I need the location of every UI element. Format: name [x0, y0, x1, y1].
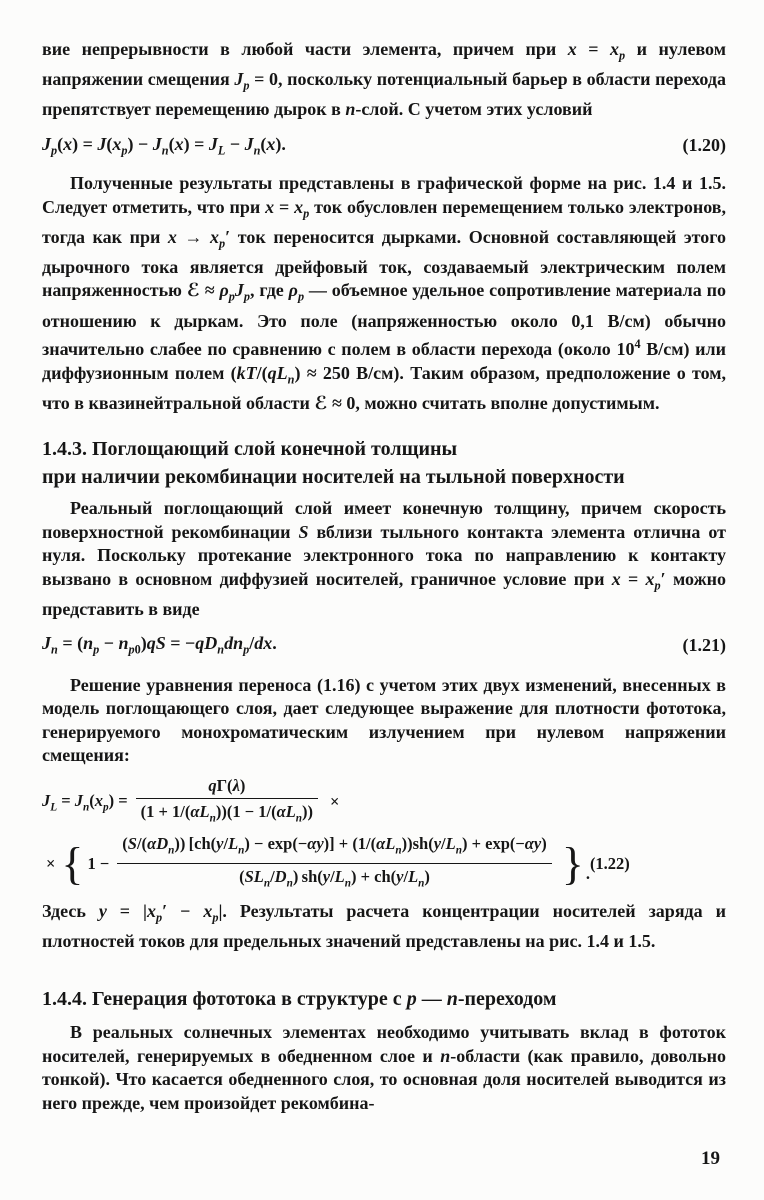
section-heading-1-4-4: 1.4.4. Генерация фототока в структуре с p — n-переходом: [42, 988, 557, 1011]
equation-period: .: [585, 863, 590, 883]
equation-1-21-body: $J_n = (n_p - n_{p0})qS = -qD_ndn_p/dx$.: [42, 633, 277, 657]
paragraph-transport-solution: Решение уравнения переноса (1.16) с учетом этих двух изменений, внесенных в модель поглощающего слоя, дает следующее выражение для плотности фототока, генерируемого монохроматическим излучением при нулевом напряжении смещения:: [42, 674, 726, 766]
paragraph-here-y: Здесь $y = |x_p' - x_p|$. Результаты расчета концентрации носителей заряда и плотностей токов для предельных значений представлены на рис. 1.4 и 1.5.: [42, 900, 726, 951]
fraction-2-denominator: $(SL_n/D_n) sh(y/L_n) + ch(y/L_n)$: [117, 863, 551, 893]
equation-1-22-one-minus: 1 −: [87, 853, 110, 873]
equation-1-22-fraction-1: [136, 776, 318, 828]
left-brace: {: [61, 837, 84, 889]
multiplication-sign: ×: [330, 791, 340, 811]
equation-1-22-lhs: $J_L = J_n(x_p)$ =: [42, 790, 128, 814]
equation-1-20-body: $J_p(x) = J(x_p) - J_n(x) = J_L - J_n(x)$.: [42, 133, 286, 158]
equation-1-22: [42, 776, 726, 894]
equation-1-22-number: (1.22): [589, 853, 630, 873]
fraction-1-denominator: $(1 + 1/(\alpha L_n))(1 - 1/(\alpha L_n))$: [136, 798, 318, 828]
fraction-2-numerator: $(S/(\alpha D_n)) [ch(y/L_n) - \exp(-\alpha y)] + (1/(\alpha L_n))sh(y/L_n) + \exp(-\alpha y)$: [122, 834, 547, 857]
right-brace: }: [561, 837, 584, 889]
equation-1-21: [42, 633, 726, 658]
equation-1-21-number: (1.21): [682, 635, 726, 656]
equation-1-22-line-1: [42, 776, 726, 828]
paragraph-real-cells: В реальных солнечных элементах необходимо учитывать вклад в фототок носителей, генерируемых в обедненном слое и n-области (как правило, довольно тонкой). Что касается обедненного слоя, то основная доля носителей выводится из него прежде, чем произойдет рекомбина-: [42, 1022, 726, 1113]
fraction-1-numerator: qΓ(λ): [208, 775, 246, 795]
equation-1-22-line-2: [42, 834, 726, 894]
equation-1-20: [42, 134, 726, 159]
equation-1-20-number: (1.20): [682, 135, 726, 156]
equation-1-22-fraction-2: [117, 834, 551, 894]
paragraph-results: Полученные результаты представлены в графической форме на рис. 1.4 и 1.5. Следует отметить, что при $x = x_p$ ток обусловлен перемещением только электронов, тогда как при $x \to x_p'$ ток переносится дырками. Основной составляющей этого дырочного тока является дрейфовый ток, создаваемый электрическим полем напряженностью ℰ ≈ $\rho_pJ_p$, где $\rho_p$ — объемное удельное сопротивление материала по отношению к дыркам. Это поле (напряженностью около 0,1 В/см) обычно значительно слабее по сравнению с полем в области перехода (около $10^4$ В/см) или диффузионным полем ($kT/(qL_n) \approx 250$ В/см). Таким образом, предположение о том, что в квазинейтральной области ℰ ≈ 0, можно считать вполне допустимым.: [42, 173, 727, 413]
section-heading-1-4-3: 1.4.3. Поглощающий слой конечной толщины при наличии рекомбинации носителей на тыльной поверхности: [42, 438, 625, 489]
document-page: [42, 38, 726, 1115]
paragraph-continuation: вие непрерывности в любой части элемента, причем при $x = x_p$ и нулевом напряжении смещения $J_p = 0$, поскольку потенциальный барьер в области перехода препятствует перемещению дырок в n-слой. С учетом этих условий: [42, 39, 726, 120]
multiplication-sign-2: ×: [46, 853, 56, 873]
paragraph-absorbing-layer: Реальный поглощающий слой имеет конечную толщину, причем скорость поверхностной рекомбинации S вблизи тыльного контакта элемента отлична от нуля. Поскольку протекание электронного тока по направлению к контакту вызвано в основном диффузией носителей, граничное условие при $x = x_p'$ можно представить в виде: [42, 498, 726, 619]
page-number: 19: [701, 1148, 720, 1169]
